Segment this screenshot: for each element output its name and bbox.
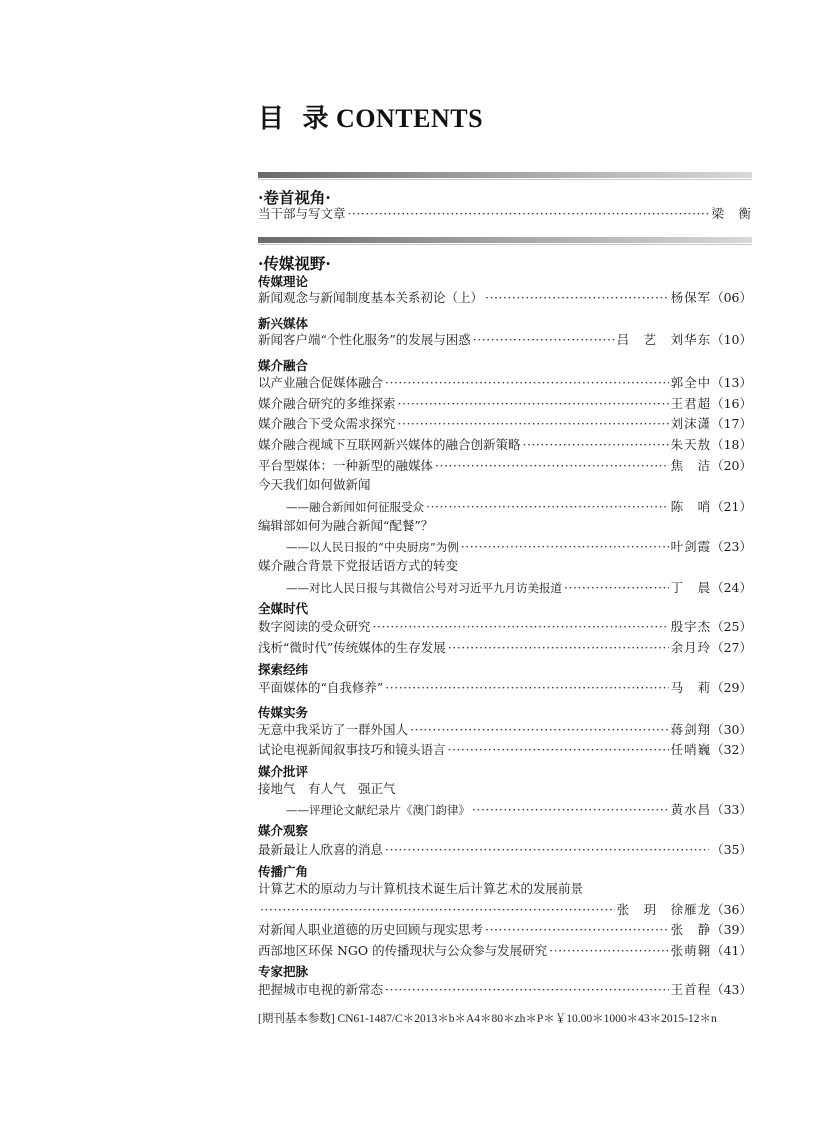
toc-entry[interactable] (258, 537, 752, 557)
leader-dots (472, 800, 669, 820)
leader-dots (348, 204, 710, 224)
entry-author: 殷宇杰 (670, 619, 712, 634)
entry-page: （13） (711, 375, 752, 390)
entry-title: ——以人民日报的“中央厨房”为例 (286, 540, 459, 554)
entry-page: （06） (711, 290, 752, 305)
entry-title: 媒介融合研究的多维探索 (258, 396, 396, 411)
toc-entry[interactable] (258, 373, 752, 393)
leader-dots (564, 578, 669, 598)
entry-page: （20） (711, 458, 752, 473)
category-heading: 探索经纬 (258, 662, 309, 677)
section-divider (258, 172, 752, 178)
toc-entry[interactable] (258, 900, 752, 920)
category-heading: 传媒实务 (258, 705, 309, 720)
category-heading: 新兴媒体 (258, 316, 309, 331)
leader-dots (485, 288, 669, 308)
entry-author: 王君超 (670, 396, 712, 411)
leader-dots (385, 840, 709, 860)
category-heading: 传媒理论 (258, 274, 309, 289)
entry-page: （16） (711, 396, 752, 411)
entry-title: 媒介融合视域下互联网新兴媒体的融合创新策略 (258, 437, 521, 452)
entry-page: （41） (711, 943, 752, 958)
category-heading: 媒介批评 (258, 764, 309, 779)
entry-page: （30） (711, 722, 752, 737)
leader-dots (260, 900, 615, 920)
leader-dots (473, 330, 615, 350)
toc-entry[interactable] (258, 840, 752, 860)
entry-title: 试论电视新闻叙事技巧和镜头语言 (258, 742, 446, 757)
leader-dots (448, 638, 669, 658)
entry-title: ——评理论文献纪录片《澳门韵律》 (286, 803, 470, 817)
entry-page: （25） (711, 619, 752, 634)
entry-title: ——融合新闻如何征服受众 (286, 500, 424, 514)
entry-author: 郭全中 (670, 375, 712, 390)
leader-dots (385, 373, 669, 393)
entry-author: 张 玥 徐雁龙 (616, 902, 712, 917)
entry-title: 无意中我采访了一群外国人 (258, 722, 409, 737)
category-heading: 全媒时代 (258, 601, 309, 616)
toc-entry[interactable] (258, 720, 752, 740)
toc-entry[interactable] (258, 800, 752, 820)
entry-title: 媒介融合下受众需求探究 (258, 416, 396, 431)
leader-dots (373, 617, 669, 637)
entry-page: （33） (711, 802, 752, 817)
section-divider (258, 237, 752, 243)
toc-entry[interactable] (258, 920, 752, 940)
category-heading: 传播广角 (258, 864, 309, 879)
category-heading: 媒介观察 (258, 823, 309, 838)
leader-dots (435, 456, 669, 476)
entry-title: 把握城市电视的新常态 (258, 982, 384, 997)
leader-dots (485, 920, 669, 940)
toc-entry[interactable] (258, 456, 752, 476)
toc-entry[interactable] (258, 435, 752, 455)
toc-entry[interactable] (258, 288, 752, 308)
entry-author: 焦 洁 (670, 458, 712, 473)
journal-parameters: [期刊基本参数] CN61-1487/C＊2013＊b＊A4＊80＊zh＊P＊￥10.00＊1000＊43＊2015-12＊n (258, 1013, 717, 1025)
entry-author: 朱天敖 (670, 437, 712, 452)
toc-entry[interactable] (258, 980, 752, 1000)
entry-author: 杨保军 (670, 290, 712, 305)
entry-author: 刘沫潇 (670, 416, 712, 431)
entry-author: 张萌翱 (670, 943, 712, 958)
entry-page: （21） (711, 499, 752, 514)
leader-dots (385, 980, 669, 1000)
entry-page: （35） (711, 842, 752, 857)
toc-entry-title[interactable]: 计算艺术的原动力与计算机技术诞生后计算艺术的发展前景 (258, 881, 584, 896)
entry-title: 最新最让人欣喜的消息 (258, 842, 384, 857)
entry-page: （36） (711, 902, 752, 917)
entry-author: 王首程 (670, 982, 712, 997)
entry-author: 张 静 (670, 922, 712, 937)
entry-page: （29） (711, 680, 752, 695)
toc-entry[interactable] (258, 578, 752, 598)
entry-title: ——对比人民日报与其微信公号对习近平九月访美报道 (286, 581, 562, 595)
toc-entry-title[interactable]: 媒介融合背景下党报话语方式的转变 (258, 558, 459, 573)
category-heading: 媒介融合 (258, 358, 309, 373)
toc-entry[interactable] (258, 740, 752, 760)
entry-title: 平面媒体的“自我修养” (258, 680, 384, 695)
toc-entry[interactable] (258, 617, 752, 637)
entry-title: 数字阅读的受众研究 (258, 619, 371, 634)
entry-page: （10） (711, 332, 752, 347)
entry-author: 陈 哨 (670, 499, 712, 514)
toc-entry-title[interactable]: 今天我们如何做新闻 (258, 477, 371, 492)
leader-dots (461, 537, 669, 557)
leader-dots (448, 740, 669, 760)
entry-author: 马 莉 (670, 680, 712, 695)
entry-title: 以产业融合促媒体融合 (258, 375, 384, 390)
toc-entry-title[interactable]: 接地气 有人气 强正气 (258, 781, 396, 796)
leader-dots (523, 435, 669, 455)
entry-title: 平台型媒体：一种新型的融媒体 (258, 458, 434, 473)
page-title: 目 录 CONTENTS (258, 104, 484, 133)
entry-author: 任哨巍 (670, 742, 712, 757)
entry-author: 梁 衡 (711, 206, 752, 221)
leader-dots (549, 941, 668, 961)
entry-page: （23） (711, 539, 752, 554)
category-heading: 专家把脉 (258, 964, 309, 979)
entry-author: 余月玲 (670, 640, 712, 655)
toc-entry[interactable] (258, 678, 752, 698)
toc-entry[interactable] (258, 941, 752, 961)
entry-author: 丁 晨 (670, 580, 712, 595)
leader-dots (426, 497, 669, 517)
entry-page: （27） (711, 640, 752, 655)
section-title-chuanmei: ·传媒视野· (258, 254, 331, 273)
entry-page: （43） (711, 982, 752, 997)
entry-author: 叶剑霞 (670, 539, 712, 554)
entry-title: 当干部与写文章 (258, 206, 346, 221)
entry-page: （32） (711, 742, 752, 757)
entry-page: （39） (711, 922, 752, 937)
entry-title: 浅析“微时代”传统媒体的生存发展 (258, 640, 446, 655)
entry-author: 黄水昌 (670, 802, 712, 817)
entry-page: （24） (711, 580, 752, 595)
toc-entry[interactable] (258, 204, 752, 224)
entry-title: 新闻客户端“个性化服务”的发展与困惑 (258, 332, 471, 347)
entry-title: 西部地区环保 NGO 的传播现状与公众参与发展研究 (258, 943, 548, 958)
entry-author: 蒋剑翔 (670, 722, 712, 737)
toc-entry[interactable] (258, 330, 752, 350)
leader-dots (398, 414, 669, 434)
entry-author: 吕 艺 刘华东 (616, 332, 712, 347)
toc-entry-title[interactable]: 编辑部如何为融合新闻“配餐”？ (258, 518, 434, 533)
toc-entry[interactable] (258, 394, 752, 414)
leader-dots (385, 678, 668, 698)
entry-title: 对新闻人职业道德的历史回顾与现实思考 (258, 922, 484, 937)
toc-entry[interactable] (258, 638, 752, 658)
entry-page: （17） (711, 416, 752, 431)
leader-dots (410, 720, 669, 740)
toc-entry[interactable] (258, 414, 752, 434)
section-title-juanshou: ·卷首视角· (258, 188, 331, 207)
entry-page: （18） (711, 437, 752, 452)
entry-title: 新闻观念与新闻制度基本关系初论（上） (258, 290, 484, 305)
leader-dots (398, 394, 669, 414)
toc-entry[interactable] (258, 497, 752, 517)
